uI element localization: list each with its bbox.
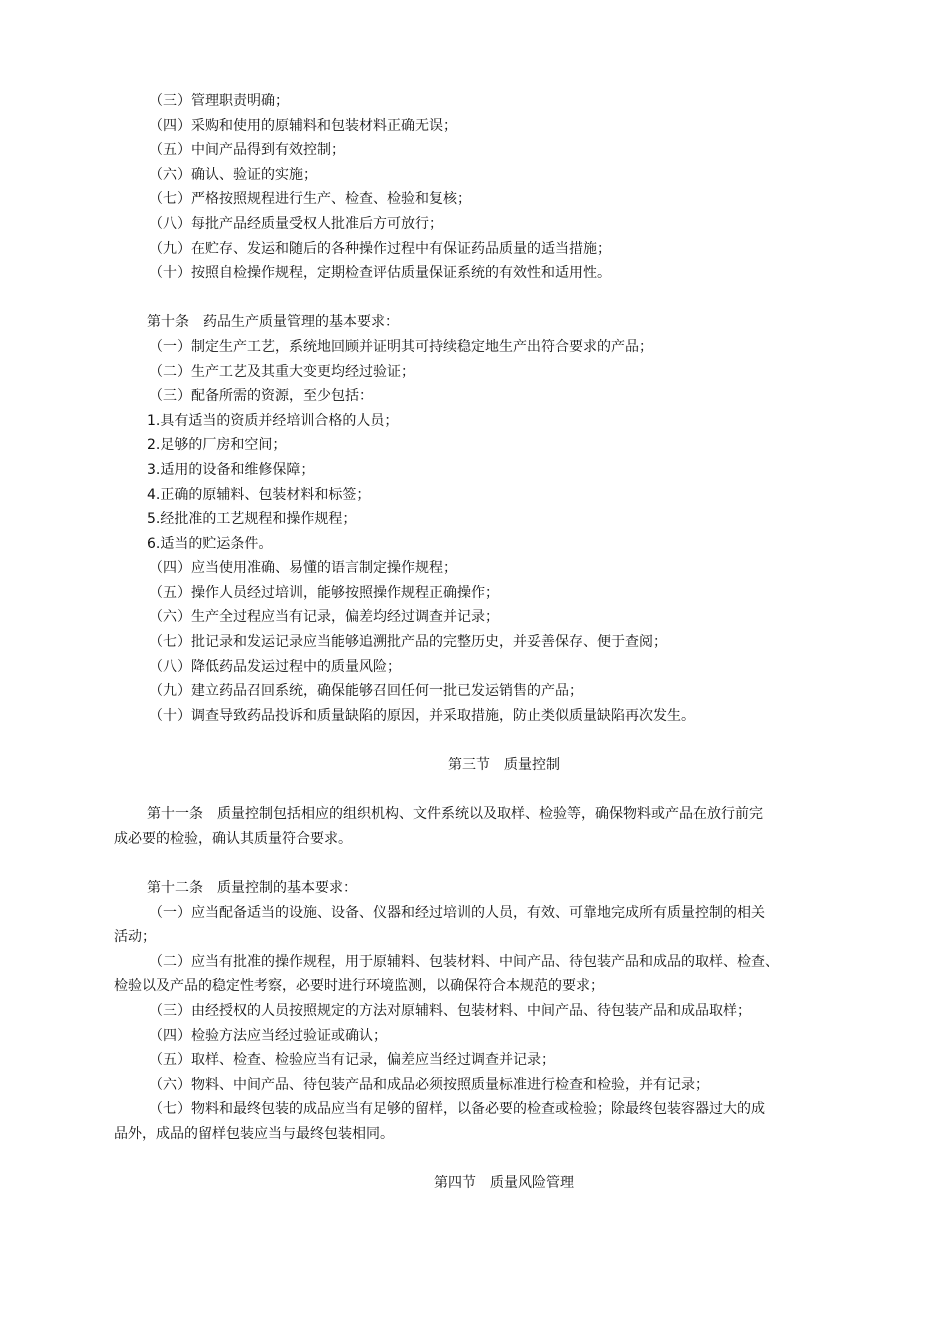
sub-item-text: 适当的贮运条件。 (160, 535, 273, 552)
document-body (114, 89, 894, 1196)
paragraph-spacer (114, 778, 894, 803)
list-item: （十）调查导致药品投诉和质量缺陷的原因，并采取措施，防止类似质量缺陷再次发生。 (149, 707, 695, 724)
sub-item-number: 3. (147, 461, 161, 478)
list-item-line: 活动； (114, 929, 156, 946)
article-text-line: 成必要的检验，确认其质量符合要求。 (114, 830, 352, 847)
sub-list-item (114, 507, 894, 532)
list-item: （五）取样、检查、检验应当有记录，偏差应当经过调查并记录； (149, 1052, 555, 1069)
list-item: （三）配备所需的资源，至少包括： (149, 388, 373, 405)
article-title: 第十二条 质量控制的基本要求： (147, 880, 357, 896)
sub-item-text: 正确的原辅料、包装材料和标签； (160, 486, 371, 503)
list-item-line: 检验以及产品的稳定性考察，必要时进行环境监测，以确保符合本规范的要求； (114, 978, 604, 995)
list-item: （二）生产工艺及其重大变更均经过验证； (149, 363, 415, 380)
list-item: （七）批记录和发运记录应当能够追溯批产品的完整历史，并妥善保存、便于查阅； (149, 634, 667, 651)
list-item-line: （一）应当配备适当的设施、设备、仪器和经过培训的人员，有效、可靠地完成所有质量控制的相关 (149, 904, 765, 921)
list-item: （四）采购和使用的原辅料和包装材料正确无误； (149, 117, 457, 134)
sub-list-item (114, 532, 894, 557)
paragraph-spacer (114, 728, 894, 753)
sub-list-item (114, 409, 894, 434)
sub-item-number: 2. (147, 437, 161, 454)
list-item: （七）严格按照规程进行生产、检查、检验和复核； (149, 191, 471, 208)
list-item-line: （二）应当有批准的操作规程，用于原辅料、包装材料、中间产品、待包装产品和成品的取样、检查、 (149, 953, 779, 970)
article-title: 第十条 药品生产质量管理的基本要求： (147, 314, 399, 331)
sub-item-number: 1. (147, 412, 161, 429)
list-item: （八）每批产品经质量受权人批准后方可放行； (149, 215, 443, 232)
paragraph-spacer (114, 851, 894, 876)
sub-item-text: 足够的厂房和空间； (160, 437, 287, 454)
list-item: （五）操作人员经过培训，能够按照操作规程正确操作； (149, 584, 499, 601)
list-item: （五）中间产品得到有效控制； (149, 142, 345, 159)
paragraph-spacer (114, 286, 894, 311)
sub-item-number: 4. (147, 486, 161, 503)
sub-item-number: 5. (147, 511, 161, 528)
list-item: （六）生产全过程应当有记录，偏差均经过调查并记录； (149, 609, 499, 626)
list-item: （九）建立药品召回系统，确保能够召回任何一批已发运销售的产品； (149, 683, 583, 700)
article-11 (114, 802, 894, 851)
section-heading: 第三节 质量控制 (448, 757, 560, 774)
sub-list-item (114, 458, 894, 483)
list-item: （四）应当使用准确、易懂的语言制定操作规程； (149, 560, 457, 577)
article-12 (114, 876, 894, 1147)
sub-list-item (114, 483, 894, 508)
sub-list-item (114, 433, 894, 458)
sub-item-number: 6. (147, 535, 161, 552)
list-item-line: 品外，成品的留样包装应当与最终包装相同。 (114, 1125, 394, 1142)
list-item: （三）管理职责明确； (149, 93, 289, 109)
list-item: （一）制定生产工艺，系统地回顾并证明其可持续稳定地生产出符合要求的产品； (149, 338, 653, 355)
list-item: （六）确认、验证的实施； (149, 166, 317, 183)
section-heading: 第四节 质量风险管理 (434, 1175, 574, 1192)
article-9-list (114, 89, 894, 286)
list-item-line: （七）物料和最终包装的成品应当有足够的留样，以备必要的检查或检验；除最终包装容器过大的成 (149, 1101, 765, 1118)
sub-item-text: 具有适当的资质并经培训合格的人员； (160, 412, 399, 429)
list-item: （三）由经授权的人员按照规定的方法对原辅料、包装材料、中间产品、待包装产品和成品取样； (149, 1002, 751, 1019)
article-text-line: 第十一条 质量控制包括相应的组织机构、文件系统以及取样、检验等，确保物料或产品在放行前完 (147, 806, 763, 823)
sub-item-text: 经批准的工艺规程和操作规程； (160, 511, 357, 528)
paragraph-spacer (114, 1147, 894, 1172)
list-item: （四）检验方法应当经过验证或确认； (149, 1027, 387, 1044)
list-item: （八）降低药品发运过程中的质量风险； (149, 658, 401, 675)
list-item: （九）在贮存、发运和随后的各种操作过程中有保证药品质量的适当措施； (149, 240, 611, 257)
sub-item-text: 适用的设备和维修保障； (160, 461, 315, 478)
article-10 (114, 310, 894, 728)
list-item: （六）物料、中间产品、待包装产品和成品必须按照质量标准进行检查和检验，并有记录； (149, 1076, 709, 1093)
list-item: （十）按照自检操作规程，定期检查评估质量保证系统的有效性和适用性。 (149, 265, 611, 282)
